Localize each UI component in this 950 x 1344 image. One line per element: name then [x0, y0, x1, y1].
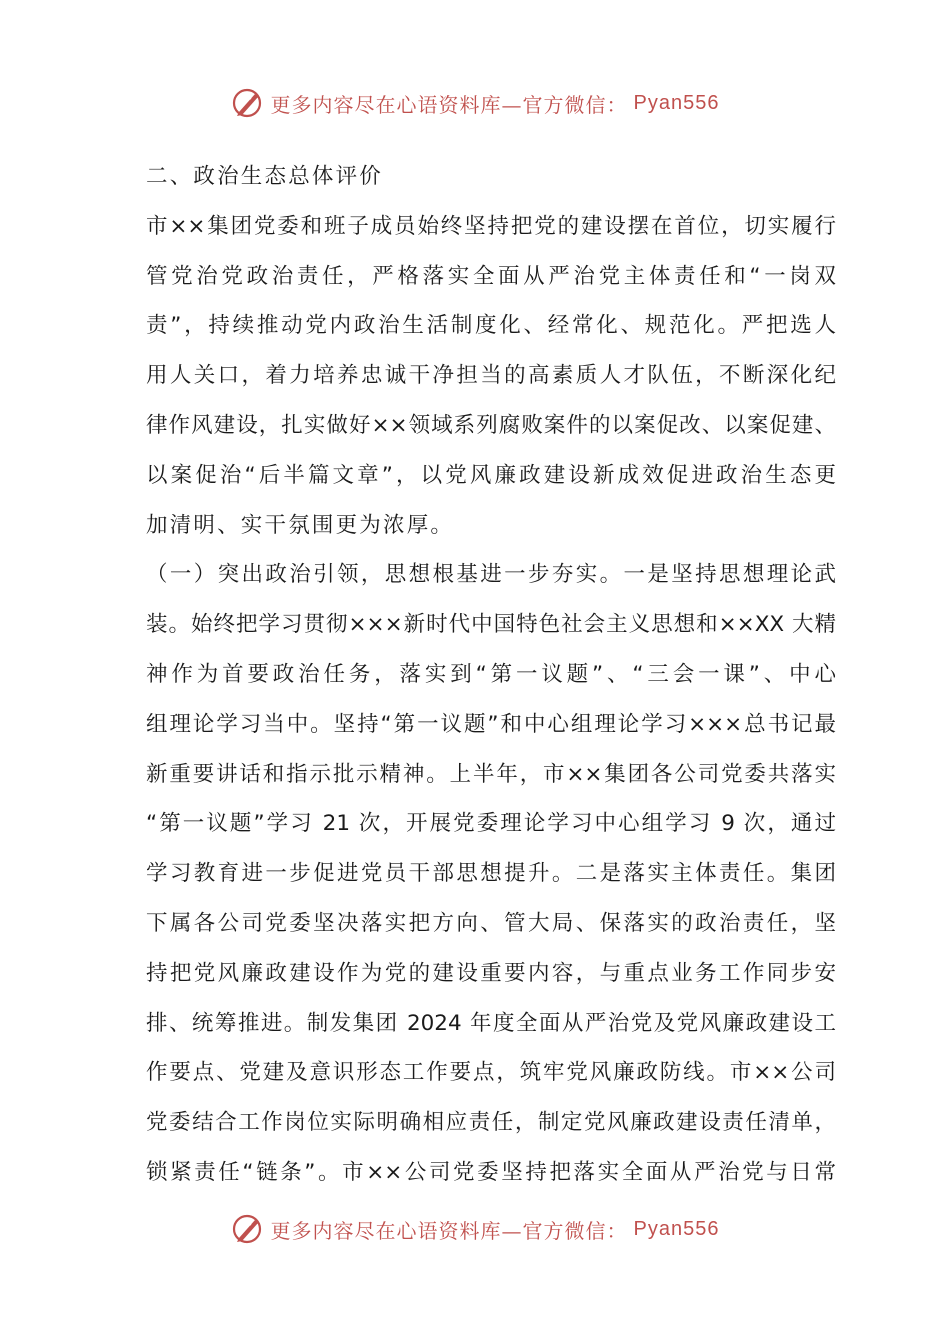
paragraph-line: 学习教育进一步促进党员干部思想提升。二是落实主体责任。集团 [146, 861, 836, 887]
paragraph-line: 装。始终把学习贯彻×××新时代中国特色社会主义思想和××XX 大精 [146, 612, 836, 638]
watermark-footer [0, 1212, 950, 1246]
paragraph-line: （一）突出政治引领，思想根基进一步夯实。一是坚持思想理论武 [146, 562, 836, 588]
paragraph-line: 用人关口，着力培养忠诚干净担当的高素质人才队伍，不断深化纪 [146, 363, 836, 389]
watermark-text: 更多内容尽在心语资料库—官方微信： [270, 92, 628, 117]
pen-logo-icon [231, 86, 265, 120]
paragraph-line: 作要点、党建及意识形态工作要点，筑牢党风廉政防线。市××公司 [146, 1060, 836, 1086]
paragraph-line: 责”，持续推动党内政治生活制度化、经常化、规范化。严把选人 [146, 313, 836, 339]
paragraph-line: 下属各公司党委坚决落实把方向、管大局、保落实的政治责任，坚 [146, 910, 836, 936]
document-body [146, 152, 836, 1198]
watermark-id: Pyan556 [633, 1217, 720, 1240]
paragraph-line: 锁紧责任“链条”。市××公司党委坚持把落实全面从严治党与日常 [146, 1159, 836, 1185]
paragraph-line: 律作风建设，扎实做好××领域系列腐败案件的以案促改、以案促建、 [146, 412, 836, 438]
paragraph-line: 新重要讲话和指示批示精神。上半年，市××集团各公司党委共落实 [146, 761, 836, 787]
section-heading: 二、政治生态总体评价 [146, 164, 384, 189]
watermark-id: Pyan556 [633, 91, 720, 114]
paragraph-line: 市××集团党委和班子成员始终坚持把党的建设摆在首位，切实履行 [146, 213, 836, 239]
watermark-text: 更多内容尽在心语资料库—官方微信： [270, 1218, 628, 1243]
pen-logo-icon [231, 1212, 265, 1246]
paragraph-line: 以案促治“后半篇文章”，以党风廉政建设新成效促进政治生态更 [146, 462, 836, 488]
paragraph-line: 排、统筹推进。制发集团 2024 年度全面从严治党及党风廉政建设工 [146, 1010, 836, 1036]
paragraph-line: 组理论学习当中。坚持“第一议题”和中心组理论学习×××总书记最 [146, 711, 836, 737]
watermark-header [0, 86, 950, 120]
paragraph-line: “第一议题”学习 21 次，开展党委理论学习中心组学习 9 次，通过 [146, 811, 836, 837]
paragraph-line: 持把党风廉政建设作为党的建设重要内容，与重点业务工作同步安 [146, 960, 836, 986]
paragraph-line: 党委结合工作岗位实际明确相应责任，制定党风廉政建设责任清单， [146, 1110, 836, 1136]
paragraph-line: 神作为首要政治任务，落实到“第一议题”、“三会一课”、中心 [146, 661, 836, 687]
paragraph-line: 管党治党政治责任，严格落实全面从严治党主体责任和“一岗双 [146, 263, 836, 289]
paragraph-line: 加清明、实干氛围更为浓厚。 [146, 512, 455, 538]
